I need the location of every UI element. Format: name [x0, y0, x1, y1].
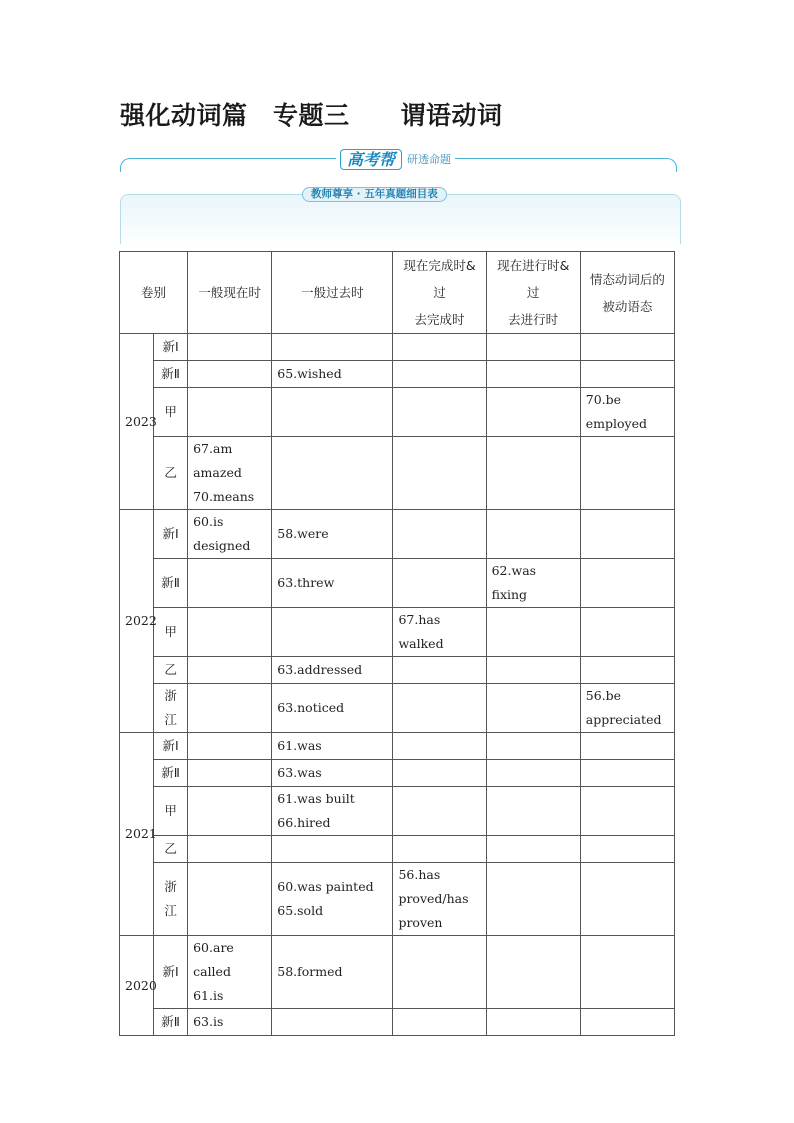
answer-text: 65.sold [277, 903, 324, 918]
brand-banner [336, 147, 455, 171]
paper-cell: 甲 [154, 608, 188, 657]
answer-text: 60.are [193, 940, 234, 955]
header-progressive [486, 252, 580, 334]
answer-cell [393, 510, 486, 559]
answer-cell [580, 787, 674, 836]
answer-cell [393, 936, 486, 1009]
answer-cell [486, 388, 580, 437]
table-row [120, 836, 675, 863]
answer-cell [188, 559, 272, 608]
paper-cell: 乙 [154, 437, 188, 510]
header-line: 去完成时 [414, 312, 465, 327]
paper-cell: 新Ⅰ [154, 733, 188, 760]
header-line: 过 [433, 285, 446, 300]
answer-cell [393, 559, 486, 608]
answer-cell [486, 608, 580, 657]
answer-cell [272, 836, 393, 863]
header-line: 过 [526, 285, 540, 300]
answer-cell [486, 657, 580, 684]
paper-cell: 新Ⅰ [154, 510, 188, 559]
answer-cell [393, 334, 486, 361]
answer-cell [272, 733, 393, 760]
answer-cell [580, 1009, 674, 1036]
answer-text: 61.is [193, 988, 224, 1003]
header-line: 现在进行时& [497, 258, 570, 273]
answer-text: 62.was fixing [491, 563, 537, 602]
answer-cell [272, 608, 393, 657]
answer-cell [272, 787, 393, 836]
answer-cell [272, 334, 393, 361]
paper-cell: 新Ⅱ [154, 361, 188, 388]
answer-cell [188, 1009, 272, 1036]
answer-cell [188, 787, 272, 836]
paper-cell: 新Ⅰ [154, 936, 188, 1009]
header-paper: 卷别 [120, 252, 188, 334]
answer-cell [393, 787, 486, 836]
answer-text: proved/has [398, 891, 469, 906]
answer-text: proven [398, 915, 443, 930]
answer-cell [393, 361, 486, 388]
answer-cell [188, 684, 272, 733]
answer-text: 63.addressed [277, 662, 363, 677]
table-row [120, 1009, 675, 1036]
table-row [120, 510, 675, 559]
answer-cell [393, 657, 486, 684]
table-row [120, 787, 675, 836]
paper-cell: 浙江 [154, 863, 188, 936]
answer-cell [580, 657, 674, 684]
answer-cell [580, 334, 674, 361]
table-row [120, 936, 675, 1009]
paper-cell: 新Ⅱ [154, 760, 188, 787]
answer-cell [393, 437, 486, 510]
answer-text: 70.means [193, 489, 255, 504]
answer-cell [580, 437, 674, 510]
answer-cell [393, 863, 486, 936]
answer-text: 66.hired [277, 815, 331, 830]
answer-text: 60.is [193, 514, 224, 529]
answer-cell [486, 936, 580, 1009]
answer-cell [580, 760, 674, 787]
paper-cell: 新Ⅱ [154, 1009, 188, 1036]
answer-cell [272, 684, 393, 733]
answer-cell [393, 608, 486, 657]
answer-text: 58.were [277, 526, 329, 541]
answer-cell [393, 760, 486, 787]
answer-cell [272, 437, 393, 510]
paper-cell: 乙 [154, 836, 188, 863]
answer-cell [486, 733, 580, 760]
paper-cell: 甲 [154, 388, 188, 437]
answer-text: 58.formed [277, 964, 343, 979]
answer-text: called [193, 964, 231, 979]
answer-text: appreciated [585, 712, 662, 727]
answer-text: 65.wished [277, 366, 342, 381]
paper-cell: 新Ⅱ [154, 559, 188, 608]
answer-cell [188, 863, 272, 936]
header-row [120, 252, 675, 334]
brand-logo: 高考帮 [340, 149, 402, 170]
table-row [120, 559, 675, 608]
paper-cell: 乙 [154, 657, 188, 684]
table-row [120, 437, 675, 510]
table-body [120, 334, 675, 1036]
answer-cell [188, 437, 272, 510]
answer-cell [486, 684, 580, 733]
answer-cell [393, 684, 486, 733]
answer-cell [188, 657, 272, 684]
answer-text: 63.noticed [277, 700, 345, 715]
table-row [120, 733, 675, 760]
answer-text: 61.was [277, 738, 322, 753]
answer-text: employed [585, 416, 648, 431]
answer-cell [580, 510, 674, 559]
answer-text: 70.be [585, 392, 622, 407]
answer-text: 60.was painted [277, 879, 374, 894]
answer-cell [580, 733, 674, 760]
answer-cell [272, 936, 393, 1009]
header-line: 去进行时 [508, 312, 559, 327]
table-row [120, 657, 675, 684]
answer-cell [272, 1009, 393, 1036]
answer-text: 67.am [193, 441, 233, 456]
header-simple-past: 一般过去时 [272, 252, 393, 334]
answer-cell [486, 836, 580, 863]
answer-cell [486, 334, 580, 361]
year-cell: 2023 [120, 334, 154, 510]
answer-text: 63.threw [277, 575, 335, 590]
answer-cell [188, 836, 272, 863]
table-row [120, 361, 675, 388]
answer-cell [393, 388, 486, 437]
header-modal-passive [580, 252, 674, 334]
answer-cell [188, 760, 272, 787]
year-cell: 2020 [120, 936, 154, 1036]
answer-cell [486, 863, 580, 936]
table-row [120, 684, 675, 733]
panel-tag: 教师尊享 · 五年真题细目表 [302, 187, 447, 202]
exam-table [119, 251, 675, 1036]
answer-text: 56.be [585, 688, 622, 703]
answer-cell [486, 1009, 580, 1036]
table-row [120, 863, 675, 936]
header-simple-present: 一般现在时 [188, 252, 272, 334]
answer-cell [486, 760, 580, 787]
answer-cell [272, 361, 393, 388]
table-row [120, 608, 675, 657]
answer-cell [580, 388, 674, 437]
answer-cell [580, 361, 674, 388]
answer-cell [580, 559, 674, 608]
header-line: 现在完成时& [403, 258, 476, 273]
answer-cell [393, 1009, 486, 1036]
header-line: 被动语态 [602, 298, 653, 314]
header-line: 情态动词后的 [589, 271, 665, 287]
table-row [120, 334, 675, 361]
answer-cell [580, 936, 674, 1009]
answer-cell [486, 361, 580, 388]
answer-cell [188, 361, 272, 388]
table-row [120, 760, 675, 787]
answer-cell [188, 510, 272, 559]
answer-text: 63.is [193, 1014, 224, 1029]
answer-cell [188, 608, 272, 657]
answer-cell [272, 559, 393, 608]
answer-cell [272, 388, 393, 437]
answer-text: walked [398, 636, 444, 651]
answer-text: 63.was [277, 765, 322, 780]
answer-cell [188, 388, 272, 437]
answer-text: designed [193, 538, 251, 553]
answer-cell [486, 510, 580, 559]
answer-text: 61.was built [277, 791, 355, 806]
header-perfect [393, 252, 486, 334]
brand-subtitle: 研透命题 [407, 153, 452, 166]
answer-cell [486, 787, 580, 836]
answer-cell [393, 836, 486, 863]
paper-cell: 甲 [154, 787, 188, 836]
answer-cell [188, 334, 272, 361]
answer-cell [272, 863, 393, 936]
answer-cell [580, 836, 674, 863]
year-cell: 2021 [120, 733, 154, 936]
answer-cell [188, 936, 272, 1009]
page-title: 强化动词篇 专题三 谓语动词 [120, 101, 503, 130]
answer-cell [580, 863, 674, 936]
answer-cell [580, 684, 674, 733]
paper-cell: 新Ⅰ [154, 334, 188, 361]
answer-cell [188, 733, 272, 760]
answer-cell [272, 510, 393, 559]
year-cell: 2022 [120, 510, 154, 733]
answer-cell [486, 437, 580, 510]
answer-text: amazed [193, 465, 242, 480]
answer-cell [580, 608, 674, 657]
answer-text: 67.has [398, 612, 441, 627]
answer-text: 56.has [398, 867, 441, 882]
answer-cell [486, 559, 580, 608]
answer-cell [393, 733, 486, 760]
paper-cell: 浙江 [154, 684, 188, 733]
answer-cell [272, 760, 393, 787]
table-row [120, 388, 675, 437]
answer-cell [272, 657, 393, 684]
